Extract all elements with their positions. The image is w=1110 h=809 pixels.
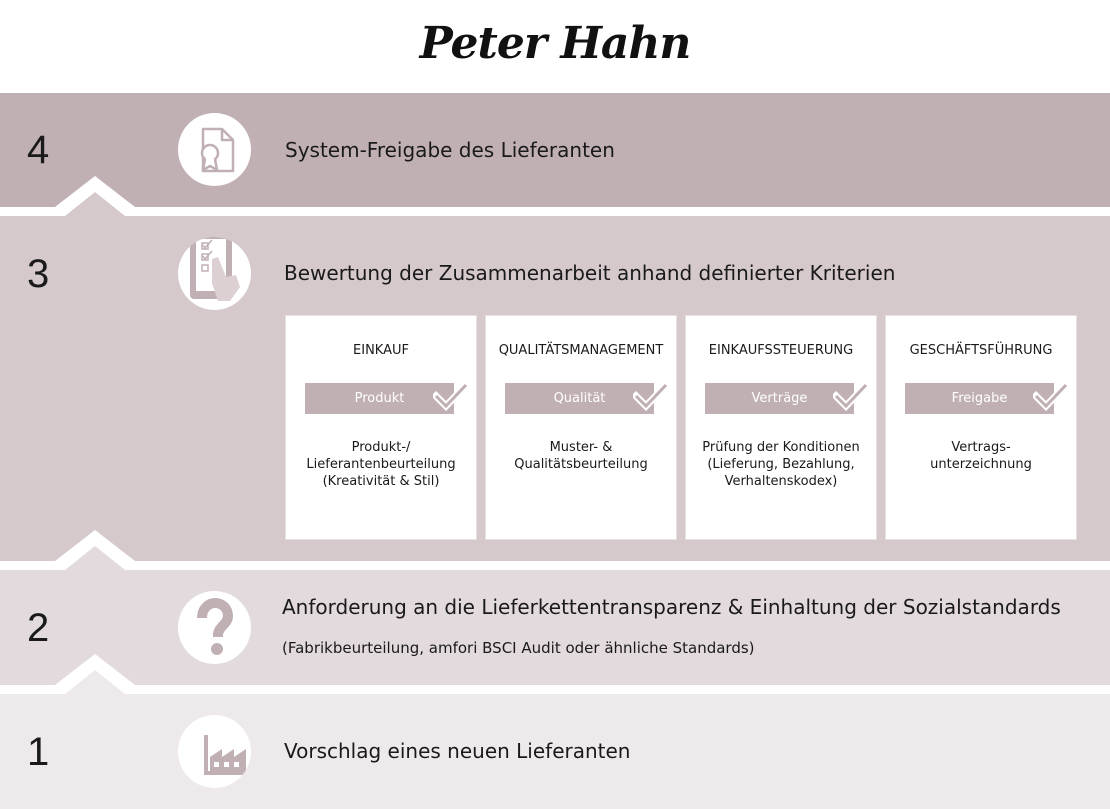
chevron-up-icon: [55, 176, 135, 216]
checkmark-icon: [433, 382, 469, 412]
card-tag: Produkt: [305, 383, 454, 414]
peter-hahn-logo: Peter Hahn: [419, 18, 691, 69]
criteria-card-geschaeftsfuehrung: [885, 315, 1077, 540]
certificate-document-icon: [178, 113, 251, 186]
step-title: Bewertung der Zusammenarbeit anhand definierter Kriterien: [284, 261, 896, 285]
checkmark-icon: [633, 382, 669, 412]
step-number: 3: [27, 252, 50, 296]
card-heading: EINKAUF: [353, 343, 409, 358]
card-tag: Verträge: [705, 383, 854, 414]
checklist-tablet-icon: [178, 237, 251, 310]
card-description: Produkt-/ Lieferantenbeurteilung (Kreativität & Stil): [306, 440, 456, 489]
card-tag: Freigabe: [905, 383, 1054, 414]
criteria-card-qualitaetsmanagement: [485, 315, 677, 540]
checkmark-icon: [833, 382, 869, 412]
card-description: Vertrags- unterzeichnung: [930, 440, 1032, 472]
factory-icon: [178, 715, 251, 788]
criteria-card-einkauf: [285, 315, 477, 540]
step-2-band: [0, 570, 1110, 685]
criteria-card-einkaufssteuerung: [685, 315, 877, 540]
step-subtitle: (Fabrikbeurteilung, amfori BSCI Audit oder ähnliche Standards): [282, 639, 755, 657]
card-tag: Qualität: [505, 383, 654, 414]
card-heading: EINKAUFSSTEUERUNG: [708, 343, 854, 358]
question-mark-icon: [178, 591, 251, 664]
checkmark-icon: [1033, 382, 1069, 412]
step-title: Vorschlag eines neuen Lieferanten: [284, 739, 631, 763]
step-title: System-Freigabe des Lieferanten: [285, 138, 615, 162]
card-heading: QUALITÄTSMANAGEMENT: [498, 343, 664, 358]
step-title: Anforderung an die Lieferkettentransparenz & Einhaltung der Sozialstandards: [282, 595, 1061, 619]
chevron-up-icon: [55, 530, 135, 570]
step-number: 4: [27, 128, 50, 172]
chevron-up-icon: [55, 654, 135, 694]
card-description: Muster- & Qualitätsbeurteilung: [514, 440, 648, 472]
step-number: 1: [27, 730, 50, 774]
step-number: 2: [27, 606, 50, 650]
card-heading: GESCHÄFTSFÜHRUNG: [909, 343, 1053, 358]
card-description: Prüfung der Konditionen (Lieferung, Bezahlung, Verhaltenskodex): [702, 440, 860, 489]
